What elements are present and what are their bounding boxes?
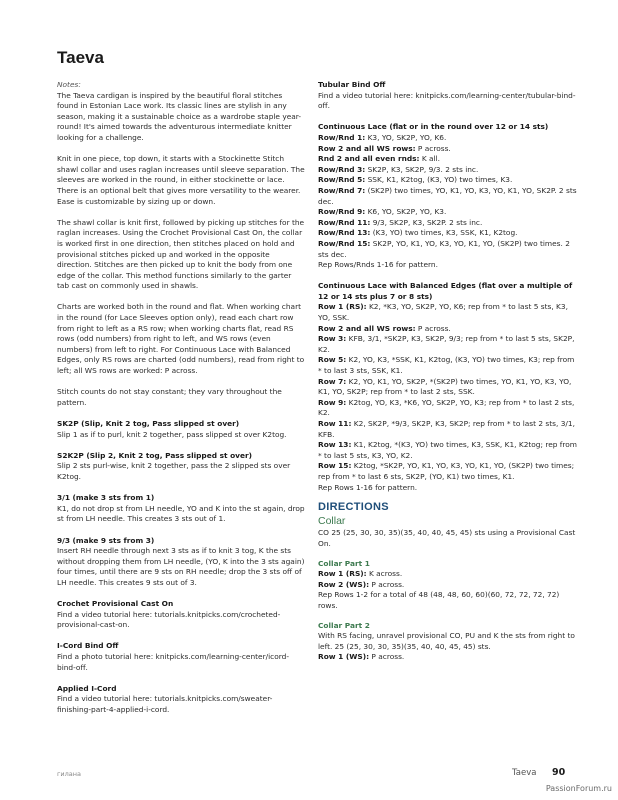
- row-instruction: 9/3, SK2P, K3, SK2P. 2 sts inc.: [370, 217, 483, 227]
- notes-label: Notes:: [57, 80, 81, 89]
- pattern-row: [318, 133, 580, 144]
- pattern-row: [318, 652, 580, 663]
- pattern-row: [318, 419, 580, 440]
- page-title: Taeva: [57, 48, 104, 67]
- abbrev-text-icord-bo: Find a photo tutorial here: knitpicks.com/learning-center/icord-bind-off.: [57, 652, 290, 672]
- row-label: Row 15:: [318, 461, 352, 471]
- row-instruction: (K3, YO) two times, K3, SSK, K1, K2tog.: [370, 228, 518, 238]
- collar-part2-text: With RS facing, unravel provisional CO, PU and K the sts from right to left. 25 (25, 30, 30, 35)(35, 40, 40, 45, 45) sts.: [318, 631, 575, 651]
- row-label: Row 2 and all WS rows:: [318, 323, 416, 333]
- row-label: Row 5:: [318, 355, 347, 365]
- row-label: Row 1 (WS):: [318, 652, 370, 662]
- row-label: Row 3:: [318, 334, 347, 344]
- abbrev-heading-applied-icord: Applied I-Cord: [57, 683, 117, 693]
- pattern-row: [318, 239, 580, 260]
- row-label: Row 7:: [318, 376, 347, 386]
- pattern-row: [318, 398, 580, 419]
- pattern-row: [318, 165, 580, 176]
- balanced-lace-rows: [318, 302, 580, 493]
- row-label: Row/Rnd 5:: [318, 175, 366, 185]
- abbrev-text-9-3: Insert RH needle through next 3 sts as if to knit 3 tog, K the sts without dropping them from LH needle, (YO, K into the 3 sts again) four times, until there are 9 sts on RH needle; drop the 3 sts off of LH needle. This creates 9 sts out of 3.: [57, 546, 305, 587]
- tubular-heading: Tubular Bind Off: [318, 80, 386, 89]
- pattern-row: [318, 440, 580, 461]
- balanced-lace-repeat: Rep Rows 1-16 for pattern.: [318, 482, 418, 492]
- page-number: 90: [552, 767, 566, 778]
- row-instruction: SK2P, YO, K1, YO, K3, YO, K1, YO, (SK2P) two times. 2 sts dec.: [318, 238, 570, 259]
- row-label: Row/Rnd 15:: [318, 238, 371, 248]
- collar-section-heading: Collar: [318, 514, 346, 527]
- footer-title: Taeva: [512, 768, 537, 778]
- row-label: Row/Rnd 3:: [318, 164, 366, 174]
- continuous-lace-rows: [318, 133, 580, 271]
- collar-intro: CO 25 (25, 30, 30, 35)(35, 40, 40, 45, 45) sts using a Provisional Cast On.: [318, 528, 576, 548]
- intro-paragraph: The Taeva cardigan is inspired by the beautiful floral stitches found in Estonian Lace work. Its classic lines are stylish in any season, making it a sustainable choice as a wardrobe staple year-round! It's aimed towards the adventurous intermediate knitter looking for a challenge.: [57, 90, 302, 142]
- row-label: Row 9:: [318, 397, 347, 407]
- abbrev-text-applied-icord: Find a video tutorial here: tutorials.knitpicks.com/sweater-finishing-part-4-applied-i-cord.: [57, 694, 273, 715]
- row-instruction: K2, YO, K1, YO, SK2P, *(SK2P) two times, YO, K1, YO, K3, YO, K1, YO, SK2P; rep from * to last 2 sts, SSK.: [318, 376, 572, 397]
- pattern-row: [318, 218, 580, 229]
- pattern-row: [318, 324, 580, 335]
- row-instruction: P across.: [369, 652, 405, 662]
- row-instruction: K across.: [366, 569, 403, 579]
- construction-paragraph: Knit in one piece, top down, it starts with a Stockinette Stitch shawl collar and uses raglan increases until sleeve separation. The sleeves are worked in the round, in either stockinette or lace. There is an optional belt that gives more versatility to the wearer. Ease is customizable by sizing up or down.: [57, 154, 305, 206]
- abbrev-heading-9-3: 9/3 (make 9 sts from 3): [57, 535, 155, 545]
- pattern-row: [318, 175, 580, 186]
- row-instruction: K2, *K3, YO, SK2P, YO, K6; rep from * to last 5 sts, K3, YO, SSK.: [318, 302, 568, 323]
- abbrev-text-3-1: K1, do not drop st from LH needle, YO and K into the st again, drop st from LH needle. This creates 3 sts out of 1.: [57, 503, 305, 524]
- right-column: [318, 80, 580, 663]
- row-instruction: SK2P, K3, SK2P, 9/3. 2 sts inc.: [365, 164, 479, 174]
- abbrev-heading-3-1: 3/1 (make 3 sts from 1): [57, 493, 155, 503]
- row-label: Row/Rnd 13:: [318, 228, 371, 238]
- footer-source: гилана: [57, 770, 82, 778]
- row-label: Row/Rnd 7:: [318, 185, 366, 195]
- pattern-row: [318, 207, 580, 218]
- row-label: Row 1 (RS):: [318, 569, 367, 579]
- abbrev-text-s2k2p: Slip 2 sts purl-wise, knit 2 together, pass the 2 slipped sts over K2tog.: [57, 461, 291, 481]
- row-label: Row 13:: [318, 440, 352, 450]
- row-label: Row 2 and all WS rows:: [318, 143, 416, 153]
- row-label: Row/Rnd 1:: [318, 132, 366, 142]
- row-label: Row/Rnd 11:: [318, 217, 371, 227]
- abbrev-text-provisional: Find a video tutorial here: tutorials.knitpicks.com/crocheted-provisional-cast-on.: [57, 609, 281, 630]
- pattern-row: [318, 144, 580, 155]
- tubular-text: Find a video tutorial here: knitpicks.com/learning-center/tubular-bind-off.: [318, 90, 576, 111]
- row-instruction: P across.: [369, 579, 405, 589]
- row-instruction: SSK, K1, K2tog, (K3, YO) two times, K3.: [365, 175, 513, 185]
- pattern-row: [318, 302, 580, 323]
- row-instruction: K2tog, YO, K3, *K6, YO, SK2P, YO, K3; rep from * to last 2 sts, K2.: [318, 397, 575, 418]
- abbrev-heading-icord-bo: I-Cord Bind Off: [57, 641, 119, 651]
- abbrev-heading-provisional: Crochet Provisional Cast On: [57, 599, 174, 609]
- row-label: Row 1 (RS):: [318, 302, 367, 312]
- row-label: Row 2 (WS):: [318, 579, 370, 589]
- row-label: Row/Rnd 9:: [318, 207, 366, 217]
- row-instruction: P across.: [415, 143, 451, 153]
- left-column: [57, 80, 305, 716]
- pattern-row: [318, 377, 580, 398]
- row-label: Rnd 2 and all even rnds:: [318, 154, 420, 164]
- row-label: Row 11:: [318, 419, 352, 428]
- pattern-row: [318, 228, 580, 239]
- pattern-row: [318, 334, 580, 355]
- row-instruction: K3, YO, SK2P, YO, K6.: [365, 132, 447, 142]
- pattern-row: [318, 569, 580, 580]
- stitch-count-paragraph: Stitch counts do not stay constant; they vary throughout the pattern.: [57, 387, 282, 407]
- abbrev-text-sk2p: Slip 1 as if to purl, knit 2 together, pass slipped st over K2tog.: [57, 429, 287, 439]
- watermark: PassionForum.ru: [545, 784, 612, 793]
- row-instruction: K2, YO, K3, *SSK, K1, K2tog, (K3, YO) two times, K3; rep from * to last 3 sts, SSK, K1.: [318, 355, 575, 376]
- collar-part1-repeat: Rep Rows 1-2 for a total of 48 (48, 48, 60, 60)(60, 72, 72, 72, 72) rows.: [318, 590, 560, 610]
- collar-part1-heading: Collar Part 1: [318, 558, 370, 568]
- collar-paragraph: The shawl collar is knit first, followed by picking up stitches for the raglan increases. Using the Crochet Provisional Cast On, the collar is worked first in one direction, then stitches placed on hold and provisional stitches picked up and worked in the opposite direction. Stitches are then picked up to knit the body from one edge of the collar. This method functions similarly to the garter tab cast on commonly used in shawls.: [57, 217, 305, 291]
- row-instruction: K1, K2tog, *(K3, YO) two times, K3, SSK, K1, K2tog; rep from * to last 5 sts, K3, YO, K2.: [318, 440, 578, 460]
- balanced-lace-heading: Continuous Lace with Balanced Edges (flat over a multiple of 12 or 14 sts plus 7 or 8 sts): [318, 281, 573, 301]
- directions-heading: DIRECTIONS: [318, 501, 389, 514]
- charts-paragraph: Charts are worked both in the round and flat. When working chart in the round (for Lace Sleeves option only), read each chart row from right to left as a RS row; when working charts flat, read RS rows (odd numbers) from right to left, and WS rows (even numbers) from left to right. For Continuous Lace with Balanced Edges, only RS rows are charted (odd numbers), read from right to left; all WS rows are worked: P across.: [57, 302, 305, 376]
- row-instruction: P across.: [415, 323, 451, 333]
- pattern-row: [318, 355, 580, 376]
- continuous-lace-repeat: Rep Rows/Rnds 1-16 for pattern.: [318, 260, 438, 270]
- row-instruction: K2, SK2P, *9/3, SK2P, K3, SK2P; rep from * to last 2 sts, 3/1, KFB.: [318, 419, 575, 439]
- row-instruction: K all.: [419, 154, 441, 164]
- row-instruction: K2tog, *SK2P, YO, K1, YO, K3, YO, K1, YO, (SK2P) two times; rep from * to last 6 sts, SK2P, (YO, K1) two times, K1.: [318, 461, 575, 481]
- abbrev-heading-s2k2p: S2K2P (Slip 2, Knit 2 tog, Pass slipped st over): [57, 450, 253, 460]
- row-instruction: K6, YO, SK2P, YO, K3.: [365, 207, 447, 217]
- pattern-row: [318, 461, 580, 482]
- pattern-row: [318, 186, 580, 207]
- continuous-lace-heading: Continuous Lace (flat or in the round over 12 or 14 sts): [318, 122, 549, 132]
- pattern-row: [318, 580, 580, 591]
- collar-part2-heading: Collar Part 2: [318, 620, 370, 630]
- abbrev-heading-sk2p: SK2P (Slip, Knit 2 tog, Pass slipped st over): [57, 419, 240, 428]
- pattern-row: [318, 154, 580, 165]
- row-instruction: KFB, 3/1, *SK2P, K3, SK2P, 9/3; rep from * to last 5 sts, SK2P, K2.: [318, 334, 575, 354]
- row-instruction: (SK2P) two times, YO, K1, YO, K3, YO, K1, YO, SK2P. 2 sts dec.: [318, 185, 577, 206]
